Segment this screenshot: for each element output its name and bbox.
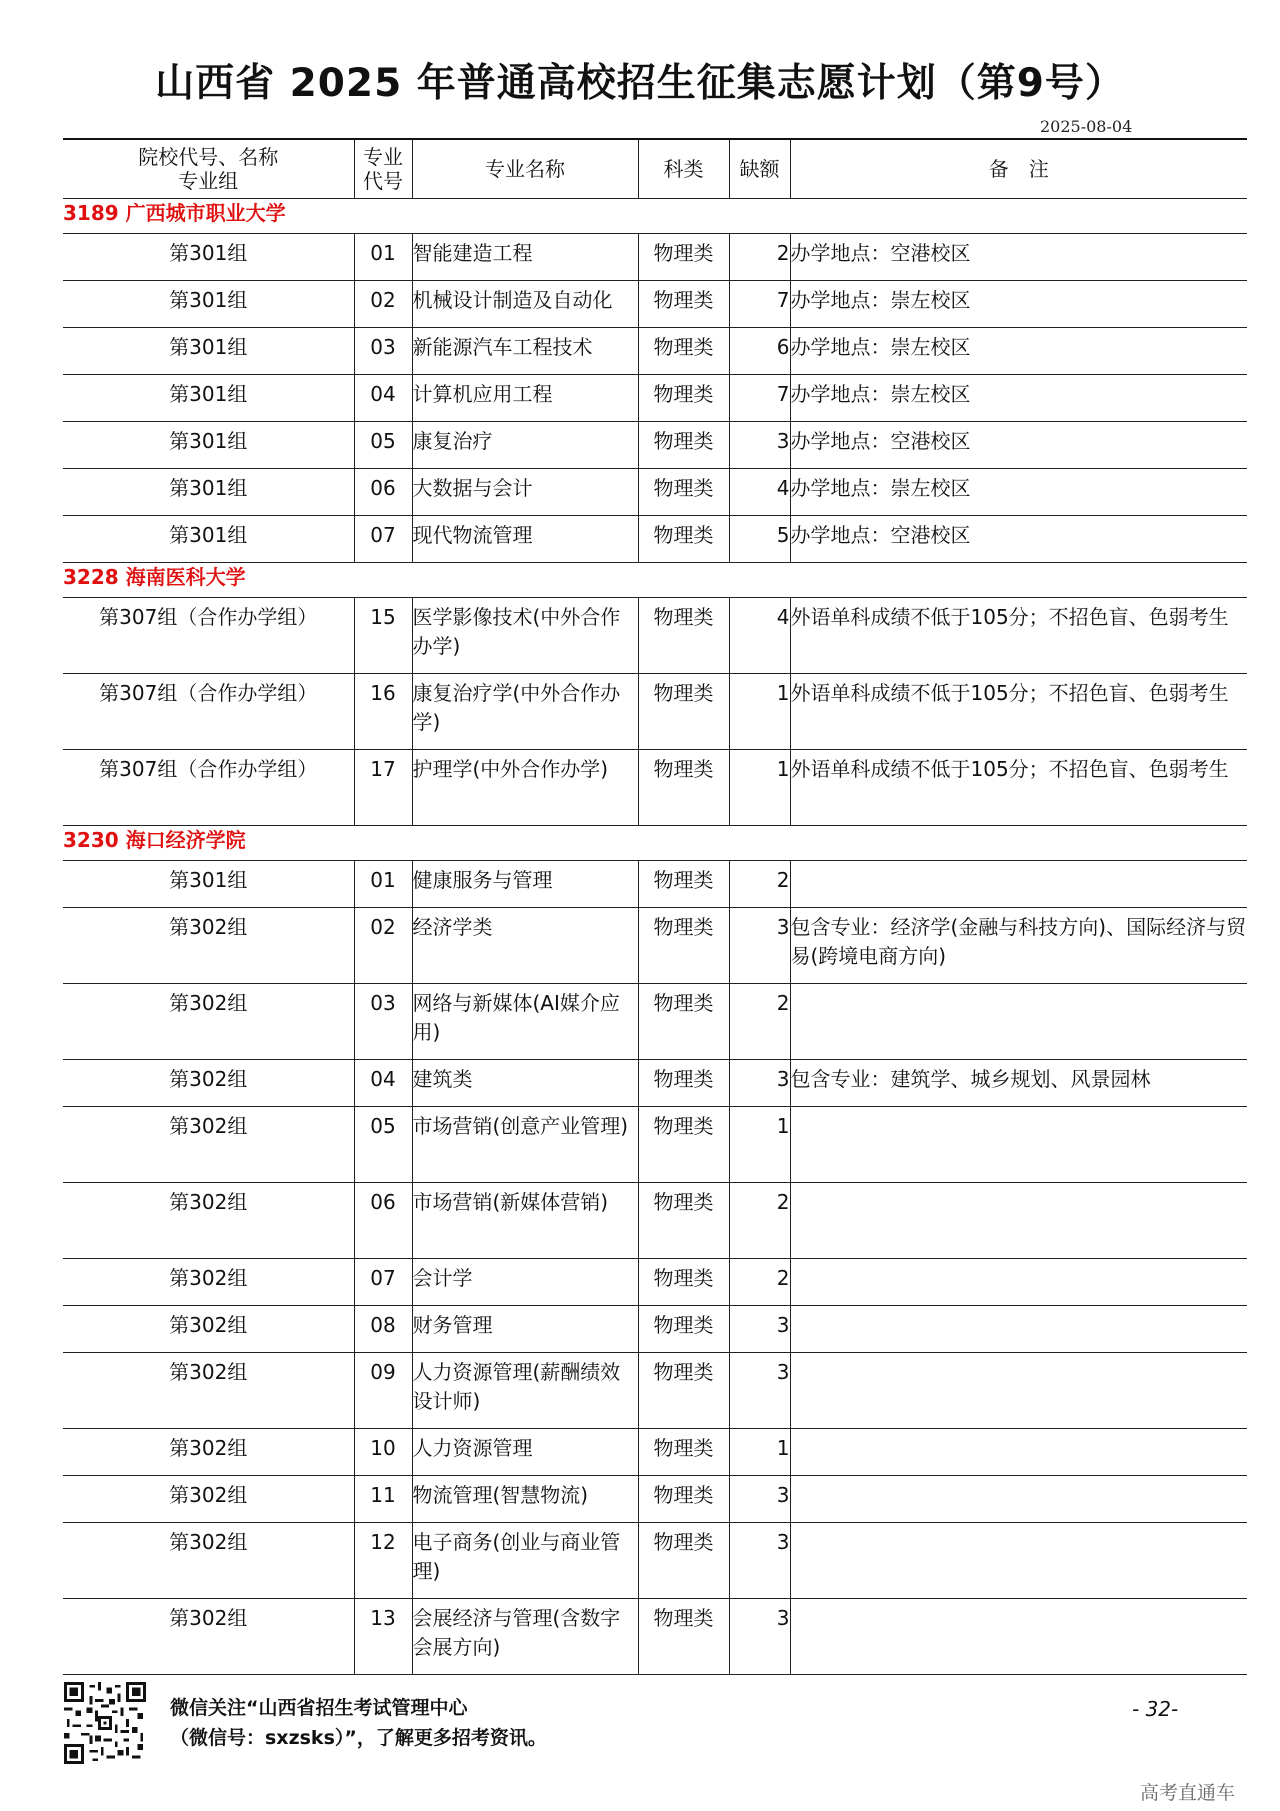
major-name-cell: 大数据与会计 <box>412 469 638 516</box>
major-code-cell: 09 <box>354 1353 412 1429</box>
category-cell: 物理类 <box>638 1599 729 1675</box>
major-name-cell: 人力资源管理(薪酬绩效设计师) <box>412 1353 638 1429</box>
group-cell: 第307组（合作办学组） <box>63 750 354 826</box>
footer-wechat-notice <box>170 1693 547 1753</box>
footer-line-2: （微信号：sxzsks）”，了解更多招考资讯。 <box>170 1727 547 1749</box>
category-cell: 物理类 <box>638 1476 729 1523</box>
institution-row <box>63 199 1247 234</box>
major-name-cell: 物流管理(智慧物流) <box>412 1476 638 1523</box>
major-name-cell: 市场营销(新媒体营销) <box>412 1183 638 1259</box>
major-name-cell: 建筑类 <box>412 1060 638 1107</box>
quota-cell: 7 <box>729 375 790 422</box>
table-row <box>63 598 1247 674</box>
major-name-cell: 计算机应用工程 <box>412 375 638 422</box>
category-cell: 物理类 <box>638 375 729 422</box>
note-cell: 办学地点：空港校区 <box>790 516 1247 563</box>
note-cell: 办学地点：崇左校区 <box>790 469 1247 516</box>
publish-date: 2025-08-04 <box>1040 117 1133 136</box>
major-code-cell: 15 <box>354 598 412 674</box>
major-code-cell: 10 <box>354 1429 412 1476</box>
page-number: - 32- <box>1132 1697 1179 1721</box>
category-cell: 物理类 <box>638 516 729 563</box>
major-name-cell: 机械设计制造及自动化 <box>412 281 638 328</box>
header-quota: 缺额 <box>729 139 790 199</box>
major-code-cell: 06 <box>354 1183 412 1259</box>
category-cell: 物理类 <box>638 674 729 750</box>
major-code-cell: 02 <box>354 281 412 328</box>
institution-label: 3189 广西城市职业大学 <box>63 199 1247 234</box>
group-cell: 第302组 <box>63 1060 354 1107</box>
group-cell: 第307组（合作办学组） <box>63 598 354 674</box>
category-cell: 物理类 <box>638 469 729 516</box>
note-cell <box>790 1259 1247 1306</box>
table-row <box>63 750 1247 826</box>
quota-cell: 2 <box>729 1259 790 1306</box>
major-code-cell: 16 <box>354 674 412 750</box>
major-code-cell: 06 <box>354 469 412 516</box>
major-name-cell: 健康服务与管理 <box>412 861 638 908</box>
major-name-cell: 智能建造工程 <box>412 234 638 281</box>
major-name-cell: 网络与新媒体(AI媒介应用) <box>412 984 638 1060</box>
note-cell: 办学地点：崇左校区 <box>790 375 1247 422</box>
institution-row <box>63 826 1247 861</box>
major-name-cell: 电子商务(创业与商业管理) <box>412 1523 638 1599</box>
major-name-cell: 市场营销(创意产业管理) <box>412 1107 638 1183</box>
major-code-cell: 04 <box>354 375 412 422</box>
note-cell <box>790 1306 1247 1353</box>
major-name-cell: 新能源汽车工程技术 <box>412 328 638 375</box>
quota-cell: 6 <box>729 328 790 375</box>
major-name-cell: 护理学(中外合作办学) <box>412 750 638 826</box>
major-code-cell: 04 <box>354 1060 412 1107</box>
table-row <box>63 1259 1247 1306</box>
category-cell: 物理类 <box>638 1306 729 1353</box>
quota-cell: 5 <box>729 516 790 563</box>
footer-line-1: 微信关注“山西省招生考试管理中心 <box>170 1697 468 1719</box>
note-cell: 办学地点：空港校区 <box>790 422 1247 469</box>
note-cell <box>790 984 1247 1060</box>
institution-label: 3230 海口经济学院 <box>63 826 1247 861</box>
major-code-cell: 03 <box>354 328 412 375</box>
group-cell: 第301组 <box>63 375 354 422</box>
major-code-cell: 05 <box>354 422 412 469</box>
major-code-cell: 01 <box>354 234 412 281</box>
table-row <box>63 1183 1247 1259</box>
major-code-cell: 01 <box>354 861 412 908</box>
header-group <box>63 139 354 199</box>
quota-cell: 4 <box>729 469 790 516</box>
table-row <box>63 984 1247 1060</box>
note-cell: 办学地点：空港校区 <box>790 234 1247 281</box>
category-cell: 物理类 <box>638 328 729 375</box>
group-cell: 第302组 <box>63 908 354 984</box>
major-code-cell: 11 <box>354 1476 412 1523</box>
note-cell: 办学地点：崇左校区 <box>790 281 1247 328</box>
header-code-line1: 专业 <box>363 145 403 169</box>
table-row <box>63 1523 1247 1599</box>
group-cell: 第302组 <box>63 1476 354 1523</box>
table-header-row <box>63 139 1247 199</box>
major-name-cell: 经济学类 <box>412 908 638 984</box>
table-row <box>63 234 1247 281</box>
quota-cell: 3 <box>729 908 790 984</box>
institution-label: 3228 海南医科大学 <box>63 563 1247 598</box>
note-cell <box>790 1107 1247 1183</box>
major-name-cell: 人力资源管理 <box>412 1429 638 1476</box>
header-category: 科类 <box>638 139 729 199</box>
table-row <box>63 422 1247 469</box>
category-cell: 物理类 <box>638 984 729 1060</box>
note-cell: 外语单科成绩不低于105分；不招色盲、色弱考生 <box>790 750 1247 826</box>
quota-cell: 3 <box>729 1476 790 1523</box>
table-row <box>63 281 1247 328</box>
quota-cell: 3 <box>729 422 790 469</box>
header-code-line2: 代号 <box>363 169 403 193</box>
group-cell: 第301组 <box>63 281 354 328</box>
table-row <box>63 1306 1247 1353</box>
page-title: 山西省 2025 年普通高校招生征集志愿计划（第9号） <box>155 61 1125 106</box>
table-row <box>63 1599 1247 1675</box>
major-name-cell: 康复治疗学(中外合作办学) <box>412 674 638 750</box>
major-code-cell: 07 <box>354 1259 412 1306</box>
group-cell: 第302组 <box>63 984 354 1060</box>
quota-cell: 3 <box>729 1306 790 1353</box>
quota-cell: 2 <box>729 861 790 908</box>
category-cell: 物理类 <box>638 750 729 826</box>
table-row <box>63 908 1247 984</box>
table-row <box>63 1476 1247 1523</box>
quota-cell: 2 <box>729 984 790 1060</box>
major-name-cell: 财务管理 <box>412 1306 638 1353</box>
major-code-cell: 08 <box>354 1306 412 1353</box>
note-cell <box>790 1429 1247 1476</box>
category-cell: 物理类 <box>638 281 729 328</box>
category-cell: 物理类 <box>638 1259 729 1306</box>
table-row <box>63 1060 1247 1107</box>
note-cell <box>790 1523 1247 1599</box>
header-name: 专业名称 <box>412 139 638 199</box>
quota-cell: 1 <box>729 1429 790 1476</box>
group-cell: 第301组 <box>63 422 354 469</box>
group-cell: 第302组 <box>63 1306 354 1353</box>
group-cell: 第307组（合作办学组） <box>63 674 354 750</box>
note-cell <box>790 1599 1247 1675</box>
table-row <box>63 328 1247 375</box>
table-row <box>63 861 1247 908</box>
quota-cell: 2 <box>729 1183 790 1259</box>
note-cell: 办学地点：崇左校区 <box>790 328 1247 375</box>
quota-cell: 4 <box>729 598 790 674</box>
major-name-cell: 医学影像技术(中外合作办学) <box>412 598 638 674</box>
quota-cell: 2 <box>729 234 790 281</box>
table-row <box>63 1429 1247 1476</box>
table-row <box>63 469 1247 516</box>
table-row <box>63 375 1247 422</box>
category-cell: 物理类 <box>638 1429 729 1476</box>
note-cell: 外语单科成绩不低于105分；不招色盲、色弱考生 <box>790 674 1247 750</box>
group-cell: 第302组 <box>63 1429 354 1476</box>
major-code-cell: 07 <box>354 516 412 563</box>
note-cell <box>790 1476 1247 1523</box>
table-row <box>63 1107 1247 1183</box>
quota-cell: 3 <box>729 1523 790 1599</box>
category-cell: 物理类 <box>638 422 729 469</box>
group-cell: 第302组 <box>63 1523 354 1599</box>
category-cell: 物理类 <box>638 1523 729 1599</box>
quota-cell: 3 <box>729 1599 790 1675</box>
group-cell: 第302组 <box>63 1353 354 1429</box>
qr-code-icon <box>64 1682 146 1764</box>
quota-cell: 1 <box>729 674 790 750</box>
watermark: 高考直通车 <box>1140 1782 1236 1804</box>
quota-cell: 7 <box>729 281 790 328</box>
major-code-cell: 13 <box>354 1599 412 1675</box>
group-cell: 第302组 <box>63 1599 354 1675</box>
category-cell: 物理类 <box>638 598 729 674</box>
major-name-cell: 康复治疗 <box>412 422 638 469</box>
major-code-cell: 12 <box>354 1523 412 1599</box>
major-code-cell: 05 <box>354 1107 412 1183</box>
note-cell <box>790 1353 1247 1429</box>
header-code <box>354 139 412 199</box>
major-name-cell: 会展经济与管理(含数字会展方向) <box>412 1599 638 1675</box>
plan-table-body <box>63 199 1247 1675</box>
note-cell <box>790 861 1247 908</box>
group-cell: 第302组 <box>63 1183 354 1259</box>
quota-cell: 3 <box>729 1060 790 1107</box>
category-cell: 物理类 <box>638 861 729 908</box>
header-group-line1: 院校代号、名称 <box>138 145 279 169</box>
header-note: 备 注 <box>790 139 1247 199</box>
group-cell: 第301组 <box>63 516 354 563</box>
category-cell: 物理类 <box>638 1353 729 1429</box>
major-name-cell: 现代物流管理 <box>412 516 638 563</box>
quota-cell: 3 <box>729 1353 790 1429</box>
quota-cell: 1 <box>729 1107 790 1183</box>
institution-row <box>63 563 1247 598</box>
table-row <box>63 516 1247 563</box>
category-cell: 物理类 <box>638 1060 729 1107</box>
group-cell: 第301组 <box>63 861 354 908</box>
category-cell: 物理类 <box>638 1183 729 1259</box>
note-cell: 外语单科成绩不低于105分；不招色盲、色弱考生 <box>790 598 1247 674</box>
group-cell: 第301组 <box>63 234 354 281</box>
header-group-line2: 专业组 <box>178 169 239 193</box>
group-cell: 第302组 <box>63 1259 354 1306</box>
major-code-cell: 03 <box>354 984 412 1060</box>
group-cell: 第302组 <box>63 1107 354 1183</box>
category-cell: 物理类 <box>638 908 729 984</box>
plan-table <box>63 138 1247 1675</box>
table-row <box>63 1353 1247 1429</box>
group-cell: 第301组 <box>63 328 354 375</box>
note-cell: 包含专业：建筑学、城乡规划、风景园林 <box>790 1060 1247 1107</box>
major-code-cell: 02 <box>354 908 412 984</box>
major-code-cell: 17 <box>354 750 412 826</box>
note-cell <box>790 1183 1247 1259</box>
category-cell: 物理类 <box>638 1107 729 1183</box>
group-cell: 第301组 <box>63 469 354 516</box>
major-name-cell: 会计学 <box>412 1259 638 1306</box>
quota-cell: 1 <box>729 750 790 826</box>
category-cell: 物理类 <box>638 234 729 281</box>
note-cell: 包含专业：经济学(金融与科技方向)、国际经济与贸易(跨境电商方向) <box>790 908 1247 984</box>
table-row <box>63 674 1247 750</box>
